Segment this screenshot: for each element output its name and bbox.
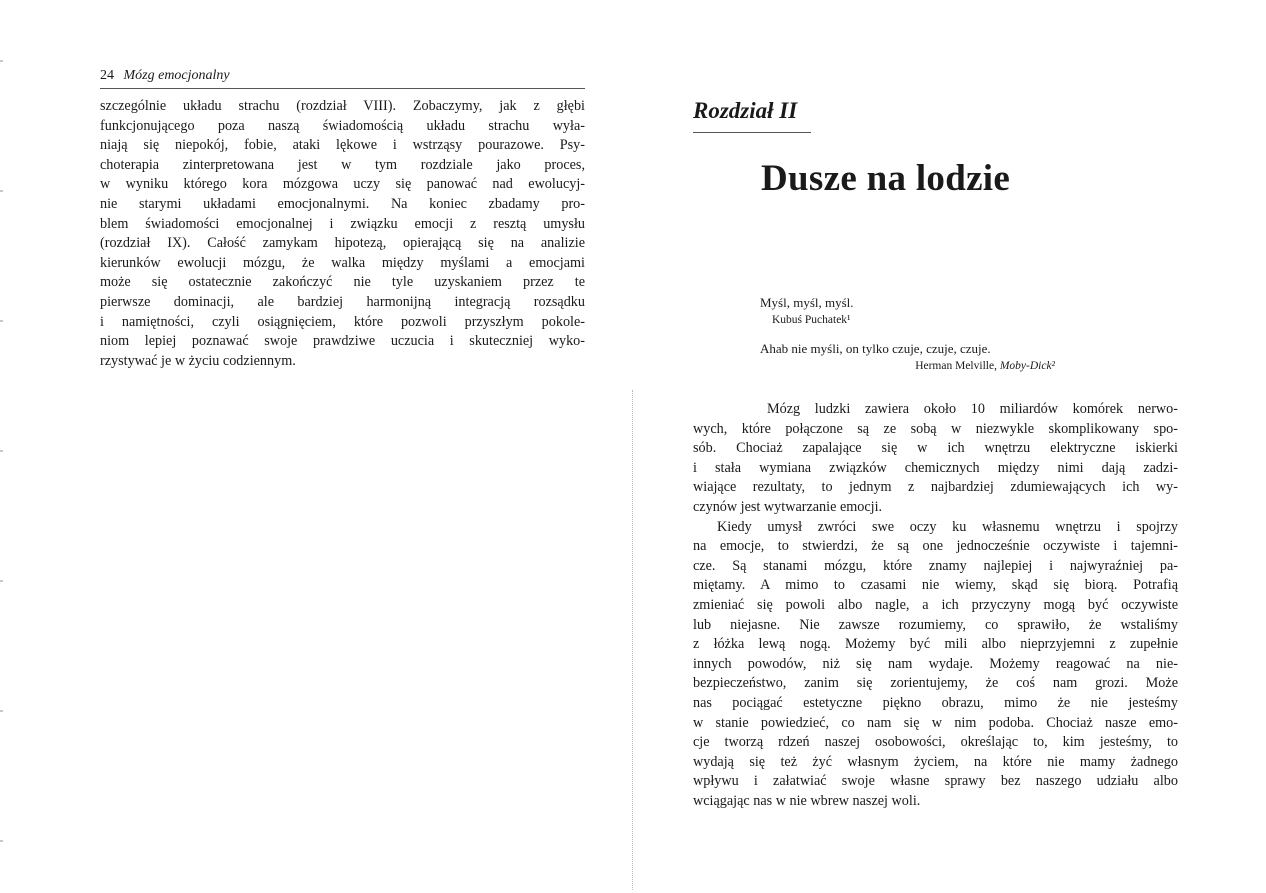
text-line: niom lepiej poznawać swoje prawdziwe uczucia i skuteczniej wyko- — [100, 333, 585, 350]
text-line: bezpieczeństwo, zanim się zorientujemy, że coś nam grozi. Może — [693, 675, 1178, 692]
text-line: w wyniku którego kora mózgowa uczy się panować nad ewolucyj- — [100, 176, 585, 193]
chapter-rule — [693, 132, 811, 133]
text-line: na emocje, to stwierdzi, że są one jednocześnie oczywiste i tajemni- — [693, 538, 1178, 555]
paragraph-1 — [693, 400, 1178, 518]
scan-edge-marks — [0, 0, 3, 893]
text-line: i stała wymiana związków chemicznych między nimi dają zadzi- — [693, 459, 1178, 476]
running-title: Mózg emocjonalny — [123, 68, 230, 83]
text-line: sób. Chociaż zapalające się w ich wnętrzu elektryczne iskierki — [693, 440, 1178, 457]
text-line: cze. Są stanami mózgu, które znamy najlepiej i najwyraźniej pa- — [693, 557, 1178, 574]
epigraph-2-attribution — [760, 358, 1055, 374]
text-line: blem świadomości emocjonalnej i związku emocji z resztą umysłu — [100, 215, 585, 232]
text-line: czynów jest wytwarzanie emocji. — [693, 498, 883, 515]
text-line: miętamy. A mimo to czasami nie wiemy, skąd się biorą. Potrafią — [693, 577, 1178, 594]
left-body-text — [100, 97, 585, 371]
text-line: (rozdział IX). Całość zamykam hipotezą, opierającą się na analizie — [100, 235, 585, 252]
text-line: wiające rezultaty, to jednym z najbardziej zdumiewających ich wy- — [693, 479, 1178, 496]
right-body — [693, 400, 1178, 811]
text-line: Kiedy umysł zwróci swe oczy ku własnemu wnętrzu i spojrzy — [717, 518, 1178, 535]
chapter-label: Rozdział II — [693, 98, 798, 123]
text-line: innych powodów, niż się nam wydaje. Możemy reagować na nie- — [693, 655, 1178, 672]
text-line: lub niejasne. Nie zawsze rozumiemy, co sprawiło, że wstaliśmy — [693, 616, 1178, 633]
epigraph-2-text: Ahab nie myśli, on tylko czuje, czuje, czuje. — [760, 341, 991, 356]
right-page — [693, 96, 1178, 809]
text-line: rzystywać je w życiu codziennym. — [100, 352, 296, 369]
text-line: w stanie powiedzieć, co nam się w nim podoba. Chociaż nasze emo- — [693, 714, 1178, 731]
text-line: niają się niepokój, fobie, ataki lękowe i wstrząsy pourazowe. Psy- — [100, 137, 585, 154]
left-page — [100, 66, 585, 371]
text-line: nie starymi układami emocjonalnymi. Na koniec zbadamy pro- — [100, 195, 585, 212]
text-line: Mózg ludzki zawiera około 10 miliardów komórek nerwo- — [767, 401, 1178, 417]
text-line: szczególnie układu strachu (rozdział VIII). Zobaczymy, jak z głębi — [100, 98, 585, 114]
text-line: kierunków ewolucji mózgu, że walka między myślami a emocjami — [100, 254, 585, 271]
text-line: wych, które połączone są ze sobą w niezwykle skomplikowany spo- — [693, 420, 1178, 437]
paragraph-2 — [693, 518, 1178, 812]
text-line: zmieniać się powoli albo nagle, a ich przyczyny mogą być oczywiste — [693, 596, 1178, 613]
epigraph-1-author: Kubuś Puchatek¹ — [772, 314, 851, 326]
text-line: pierwsze dominacji, ale bardziej harmonijną integracją rozsądku — [100, 293, 585, 310]
epigraph-1-text: Myśl, myśl, myśl. — [760, 295, 854, 310]
epigraph-2-work: Moby-Dick² — [999, 360, 1055, 372]
page-gutter — [632, 390, 633, 890]
text-line: wydają się też żyć własnym życiem, na które nie mamy żadnego — [693, 753, 1178, 770]
running-head — [100, 66, 585, 89]
text-line: z łóżka lewą nogą. Możemy być mili albo nieprzyjemni z zupełnie — [693, 636, 1178, 653]
page-number: 24 — [100, 68, 114, 83]
text-line: choterapia zinterpretowana jest w tym rozdziale jako proces, — [100, 156, 585, 173]
text-line: może się ostatecznie zakończyć nie tyle uzyskaniem przez te — [100, 274, 585, 291]
text-line: wpływu i załatwiać swoje własne sprawy bez naszego udziału albo — [693, 773, 1178, 790]
text-line: nas pociągać estetyczne piękno obrazu, mimo że nie jesteśmy — [693, 694, 1178, 711]
epigraph-2-author: Herman Melville, — [915, 360, 997, 372]
text-line: wciągając nas w nie wbrew naszej woli. — [693, 792, 921, 809]
chapter-title: Dusze na lodzie — [761, 158, 1011, 199]
text-line: cje tworzą rdzeń naszej osobowości, określając to, kim jesteśmy, to — [693, 734, 1178, 751]
text-line: funkcjonującego poza naszą świadomością układu strachu wyła- — [100, 117, 585, 134]
epigraphs — [760, 294, 1120, 386]
text-line: i namiętności, czyli osiągnięciem, które pozwoli przyszłym pokole- — [100, 313, 585, 330]
